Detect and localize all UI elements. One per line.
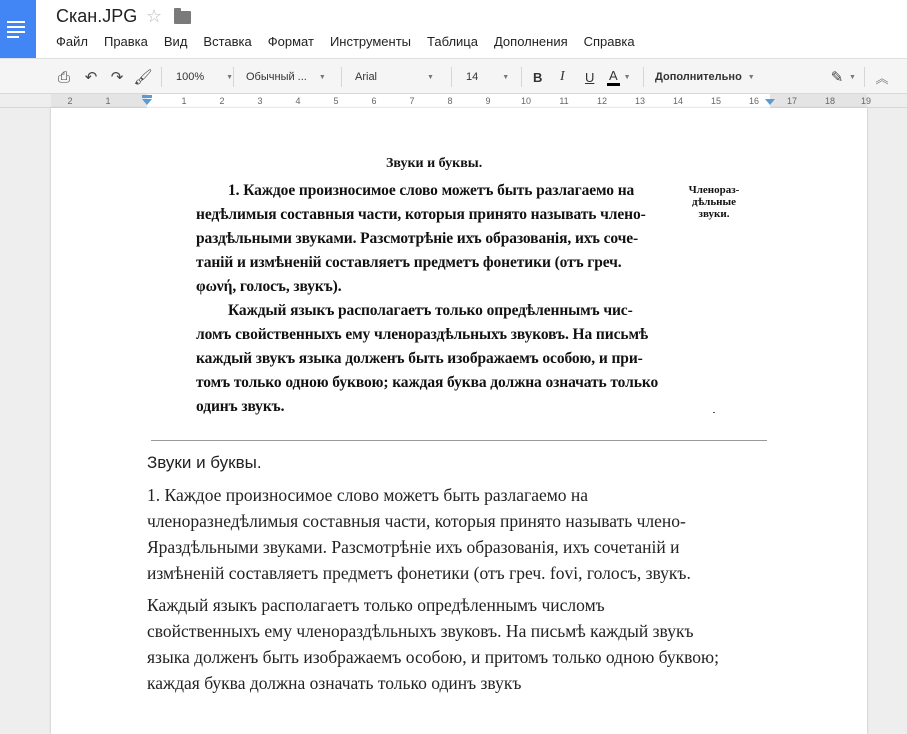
horizontal-rule bbox=[151, 440, 767, 441]
scan-line: 1. Каждое произносимое слово можетъ быть разлагаемо на bbox=[228, 182, 635, 199]
ruler-tick: 10 bbox=[520, 96, 532, 106]
ruler-tick: 11 bbox=[559, 96, 569, 106]
menu-edit[interactable]: Правка bbox=[103, 34, 148, 49]
font-size-select[interactable]: 14 ▼ bbox=[466, 71, 510, 83]
menu-bar bbox=[56, 34, 651, 49]
document-title[interactable]: Скан.JPG bbox=[56, 6, 138, 26]
menu-file[interactable]: Файл bbox=[56, 34, 88, 49]
chevron-down-icon: ▼ bbox=[318, 73, 326, 81]
more-button[interactable]: Дополнительно ▼ bbox=[655, 71, 755, 83]
ruler-tick: 8 bbox=[447, 96, 453, 106]
scan-line: φωνή, голосъ, звукъ). bbox=[196, 278, 342, 295]
ruler-tick: 18 bbox=[824, 96, 836, 106]
collapse-toolbar-icon[interactable]: ︽ bbox=[875, 70, 889, 86]
ocr-paragraph-1[interactable]: 1. Каждое произносимое слово можетъ быть разлагаемо на членоразнедѣлимыя составныя части, которыя принято называть члено- Яраздѣльными звуками. Разсмотрѣніе ихъ образованія, ихъ сочетаній и измѣненій составляетъ предметъ фонетики (отъ греч. fovi, голосъ, звукъ. bbox=[147, 485, 691, 583]
ruler-tick: 2 bbox=[67, 96, 73, 106]
undo-icon[interactable]: ↶ bbox=[84, 69, 98, 86]
first-line-indent-marker[interactable] bbox=[142, 95, 152, 98]
ruler-tick: 5 bbox=[333, 96, 339, 106]
ruler-tick: 1 bbox=[181, 96, 187, 106]
menu-view[interactable]: Вид bbox=[163, 34, 188, 49]
ruler-tick: 13 bbox=[634, 96, 646, 106]
star-icon[interactable]: ☆ bbox=[146, 6, 163, 26]
chevron-down-icon: ▼ bbox=[747, 73, 755, 81]
ruler[interactable] bbox=[0, 94, 907, 108]
scan-line: раздѣльными звуками. Разсмотрѣніе ихъ образованія, ихъ сочe- bbox=[196, 230, 639, 247]
menu-format[interactable]: Формат bbox=[267, 34, 314, 49]
ruler-tick: 15 bbox=[710, 96, 722, 106]
toolbar bbox=[0, 58, 907, 94]
zoom-select[interactable]: 100% ▼ bbox=[176, 71, 234, 83]
ruler-tick: 7 bbox=[409, 96, 415, 106]
ruler-tick: 17 bbox=[786, 96, 798, 106]
italic-button[interactable]: I bbox=[560, 69, 565, 84]
text-color-button[interactable]: A ▼ bbox=[607, 59, 631, 95]
ruler-tick: 12 bbox=[596, 96, 608, 106]
ruler-tick: 6 bbox=[371, 96, 377, 106]
chevron-down-icon: ▼ bbox=[427, 73, 434, 81]
scan-margin-note: Членораз- дѣльные звуки. bbox=[688, 184, 740, 220]
redo-icon[interactable]: ↷ bbox=[110, 69, 124, 86]
left-indent-marker[interactable] bbox=[142, 99, 152, 105]
scan-line: каждый звукъ языка долженъ быть изображаемъ особою, и при- bbox=[196, 350, 643, 367]
ocr-paragraph-2[interactable]: Каждый языкъ располагаетъ только опредѣленнымъ числомъ свойственныхъ ему членораздѣльныхъ звуковъ. На письмѣ каждый звукъ языка долженъ быть изображаемъ особою, и притомъ только одною буквою; каждая буква должна означать только одинъ звукъ bbox=[147, 595, 719, 693]
scan-line: томъ только одною буквою; каждая буква должна означать только bbox=[196, 374, 659, 391]
font-select[interactable]: Arial ▼ bbox=[355, 71, 434, 83]
paint-format-icon[interactable]: 🖌 bbox=[133, 69, 153, 86]
bold-button[interactable]: B bbox=[533, 69, 543, 85]
menu-help[interactable]: Справка bbox=[583, 34, 635, 49]
scan-line: Каждый языкъ располагаетъ только опредѣленнымъ чис- bbox=[228, 302, 633, 319]
underline-button[interactable]: U bbox=[585, 69, 595, 85]
document-page[interactable] bbox=[51, 108, 867, 734]
ruler-tick: 2 bbox=[219, 96, 225, 106]
ruler-tick: 9 bbox=[485, 96, 491, 106]
scan-line: недѣлимыя составныя части, которыя принято называть члено- bbox=[196, 206, 646, 223]
scan-line: ломъ свойственныхъ ему членораздѣльныхъ звуковъ. На письмѣ bbox=[196, 326, 649, 343]
menu-insert[interactable]: Вставка bbox=[203, 34, 252, 49]
ruler-tick: 19 bbox=[860, 96, 872, 106]
chevron-down-icon: ▼ bbox=[502, 73, 510, 81]
docs-home-icon[interactable] bbox=[0, 0, 36, 58]
editing-mode-caret[interactable] bbox=[849, 59, 856, 95]
scan-line: таній и измѣненій составляетъ предметъ фонетики (отъ греч. bbox=[196, 254, 622, 271]
menu-addons[interactable]: Дополнения bbox=[493, 34, 568, 49]
scan-heading: Звуки и буквы. bbox=[386, 156, 483, 171]
menu-table[interactable]: Таблица bbox=[427, 34, 478, 49]
app-header bbox=[0, 0, 907, 58]
chevron-down-icon: ▼ bbox=[849, 73, 856, 81]
print-icon[interactable]: ⎙ bbox=[57, 68, 70, 86]
chevron-down-icon: ▼ bbox=[226, 73, 234, 81]
scan-line: одинъ звукъ. bbox=[196, 398, 285, 415]
style-select[interactable]: Обычный ... ▼ bbox=[246, 71, 326, 83]
ruler-tick: 16 bbox=[748, 96, 760, 106]
right-indent-marker[interactable] bbox=[765, 99, 775, 105]
ruler-tick: 1 bbox=[105, 96, 111, 106]
folder-icon[interactable] bbox=[174, 11, 191, 24]
chevron-down-icon: ▼ bbox=[623, 73, 631, 81]
scanned-image[interactable] bbox=[191, 154, 756, 424]
pencil-icon[interactable]: ✎ bbox=[830, 69, 844, 86]
ruler-tick: 4 bbox=[295, 96, 301, 106]
ruler-tick: 14 bbox=[672, 96, 684, 106]
ruler-tick: 3 bbox=[257, 96, 263, 106]
menu-tools[interactable]: Инструменты bbox=[329, 34, 411, 49]
ocr-heading[interactable]: Звуки и буквы. bbox=[147, 453, 262, 472]
